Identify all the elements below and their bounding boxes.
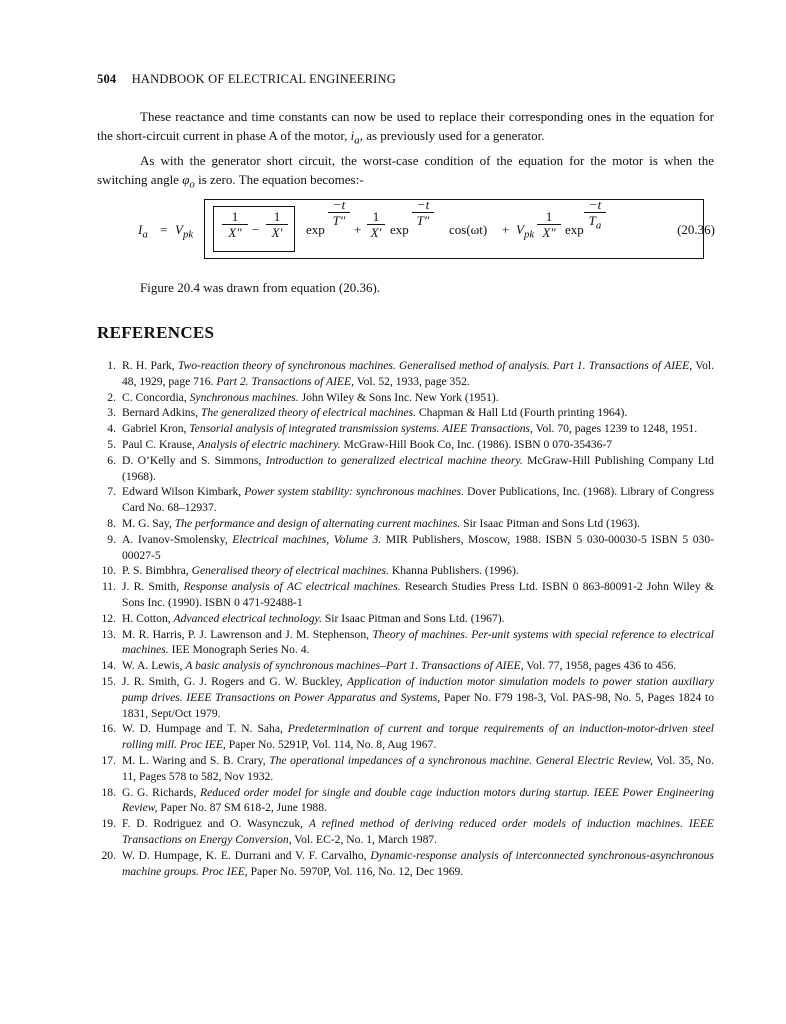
exp-3: exp	[565, 222, 584, 237]
reference-title: Tensorial analysis of integrated transmission systems. AIEE Transactions,	[189, 422, 533, 436]
reference-item	[97, 816, 714, 848]
reference-title: Theory of machines. Per-unit systems with special reference to electrical machines.	[122, 627, 714, 657]
reference-details: Paper No. 5291P, Vol. 114, No. 8, Aug 1967.	[225, 738, 437, 752]
reference-authors: J. R. Smith, G. J. Rogers and G. W. Buckley,	[122, 674, 348, 688]
reference-item	[97, 627, 714, 659]
reference-item	[97, 579, 714, 611]
current-subscript: a	[354, 134, 360, 147]
reference-details: MIR Publishers, Moscow, 1988. ISBN 5 030-00030-5 ISBN 5 030-00027-5	[122, 532, 715, 562]
reference-item	[97, 785, 714, 817]
reference-item	[97, 421, 714, 437]
reference-authors: Gabriel Kron,	[122, 422, 190, 436]
running-header	[97, 72, 396, 87]
reference-number: 4.	[107, 422, 116, 436]
reference-number: 14.	[101, 659, 116, 673]
exponent-2: $\frac{-t}{T''}$	[412, 197, 434, 228]
paragraph-1	[97, 107, 714, 151]
reference-number: 15.	[101, 674, 116, 688]
reference-number: 11.	[101, 580, 116, 594]
reference-details: John Wiley & Sons Inc. New York (1951).	[298, 390, 499, 404]
frac-1-over-xp: $\frac{1}{X'}$	[266, 209, 288, 240]
reference-number: 5.	[107, 437, 116, 451]
reference-title: A basic analysis of synchronous machines–Part 1. Transactions of AIEE,	[185, 659, 524, 673]
reference-title: The performance and design of alternating current machines.	[174, 516, 461, 530]
reference-authors: Bernard Adkins,	[122, 406, 201, 420]
reference-number: 12.	[101, 611, 116, 625]
reference-details: Vol. EC-2, No. 1, March 1987.	[291, 832, 438, 846]
reference-number: 19.	[101, 817, 116, 831]
reference-details-2: Vol. 52, 1933, page 352.	[354, 374, 470, 388]
reference-number: 10.	[101, 564, 116, 578]
paragraph-2-text-a: As with the generator short circuit, the worst-case condition of the equation for the motor is when the switching angle	[97, 153, 714, 187]
reference-details: IEE Monograph Series No. 4.	[168, 643, 310, 657]
frac-1-over-xpp: $\frac{1}{X''}$	[222, 209, 248, 240]
reference-item	[97, 484, 714, 516]
eq-plus-1: +	[354, 222, 362, 237]
reference-number: 17.	[101, 753, 116, 767]
reference-details: Research Studies Press Ltd. ISBN 0 863-80091-2 John Wiley & Sons Inc. (1990). ISBN 0 471-92488-1	[122, 580, 715, 609]
exponent-1: $\frac{-t}{T''}$	[328, 197, 350, 228]
eq-vpk-2: $V_{pk}$	[516, 222, 535, 241]
reference-details: Vol. 48, 1929, page 716.	[122, 359, 714, 388]
reference-details: Vol. 70, pages 1239 to 1248, 1951.	[532, 422, 698, 436]
reference-number: 20.	[101, 848, 116, 862]
paragraph-2-text-b: is zero. The equation becomes:-	[194, 172, 364, 187]
reference-authors: Edward Wilson Kimbark,	[122, 485, 245, 499]
reference-authors: H. Cotton,	[122, 611, 174, 625]
reference-title: Predetermination of current and torque requirements of an induction-motor-driven steel rolling mill. Proc IEE,	[122, 722, 714, 752]
reference-title: Generalised theory of electrical machines.	[191, 564, 389, 578]
reference-title: Synchronous machines.	[189, 390, 299, 404]
reference-authors: Paul C. Krause,	[122, 437, 198, 451]
reference-title: Electrical machines, Volume 3.	[232, 532, 382, 546]
reference-number: 3.	[107, 406, 116, 420]
frac-1-over-xpp-2: $\frac{1}{X''}$	[537, 209, 561, 240]
references-heading: REFERENCES	[97, 323, 215, 342]
reference-details: Sir Isaac Pitman and Sons Ltd (1963).	[460, 516, 640, 530]
paragraph-2	[97, 151, 714, 195]
reference-authors: A. Ivanov-Smolensky,	[122, 532, 233, 546]
reference-number: 1.	[107, 359, 116, 372]
exp-1: exp	[306, 222, 325, 237]
frac-1-over-xp-2: $\frac{1}{X'}$	[367, 209, 385, 240]
reference-item	[97, 753, 714, 785]
reference-title: Analysis of electric machinery.	[197, 437, 341, 451]
eq-minus: −	[252, 222, 260, 237]
angle-variable: φ	[182, 172, 190, 187]
reference-title: Power system stability: synchronous machines.	[244, 485, 464, 499]
reference-item	[97, 390, 714, 406]
reference-authors: M. L. Waring and S. B. Crary,	[122, 753, 270, 767]
reference-title: The generalized theory of electrical machines.	[200, 406, 416, 420]
reference-details: Vol. 35, No. 11, Pages 578 to 582, Nov 1932.	[122, 753, 714, 783]
reference-item	[97, 516, 714, 532]
reference-item	[97, 532, 714, 564]
reference-authors: J. R. Smith,	[122, 580, 184, 594]
cos-term: cos(ωt)	[449, 222, 488, 237]
reference-authors: W. D. Humpage, K. E. Durrani and V. F. Carvalho,	[122, 848, 371, 862]
reference-item	[97, 437, 714, 453]
paragraph-1-text-a: These reactance and time constants can now be used to replace their corresponding ones in the equation for the short-circuit current in phase A of the motor,	[97, 109, 714, 143]
reference-details: Dover Publications, Inc. (1968). Library of Congress Card No. 68–12937.	[122, 485, 714, 515]
reference-details: McGraw-Hill Book Co, Inc. (1986). ISBN 0 070-35436-7	[340, 437, 613, 451]
exponent-3: $\frac{-t}{T_a}$	[584, 197, 606, 234]
reference-details: Paper No. F79 198-3, Vol. PAS-98, No. 5, Pages 1824 to 1831, Sept/Oct 1979.	[122, 690, 714, 720]
paragraph-1-text-b: , as previously used for a generator.	[359, 128, 545, 143]
reference-authors: W. D. Humpage and T. N. Saha,	[122, 722, 288, 736]
reference-authors: C. Concordia,	[122, 390, 190, 404]
reference-item	[97, 358, 714, 390]
reference-number: 9.	[107, 532, 116, 546]
reference-title: Introduction to generalized electrical machine theory.	[265, 453, 523, 467]
reference-authors: F. D. Rodriguez and O. Wasynczuk,	[122, 817, 309, 831]
reference-number: 13.	[101, 627, 116, 641]
reference-details: Khanna Publishers. (1996).	[388, 564, 519, 578]
current-variable: i	[350, 128, 355, 143]
reference-title: Advanced electrical technology.	[173, 611, 322, 625]
reference-item	[97, 405, 714, 421]
figure-note: Figure 20.4 was drawn from equation (20.36).	[140, 280, 381, 295]
eq-equals: =	[160, 222, 168, 237]
reference-title: Application of induction motor simulation models to power station auxiliary pump drives. IEEE Transactions on Power Apparatus and Systems,	[122, 674, 715, 704]
reference-number: 18.	[101, 785, 116, 799]
exp-2: exp	[390, 222, 409, 237]
eq-plus-2: +	[502, 222, 510, 237]
reference-authors: M. G. Say,	[122, 516, 175, 530]
reference-details: Paper No. 5970P, Vol. 116, No. 12, Dec 1969.	[247, 864, 464, 878]
reference-number: 8.	[107, 516, 116, 530]
reference-item	[97, 721, 714, 753]
equation-20-36	[138, 195, 715, 261]
reference-authors: G. G. Richards,	[122, 785, 201, 799]
reference-title: Reduced order model for single and double cage induction motors during startup. IEEE Power Engineering Review,	[122, 785, 714, 815]
reference-authors: M. R. Harris, P. J. Lawrenson and J. M. Stephenson,	[122, 627, 373, 641]
eq-lhs: $I_a$	[138, 222, 148, 241]
reference-details: McGraw-Hill Publishing Company Ltd (1968).	[122, 453, 714, 483]
reference-number: 2.	[107, 390, 116, 404]
reference-authors: W. A. Lewis,	[122, 659, 186, 673]
reference-authors: R. H. Park,	[122, 359, 178, 372]
reference-details: Chapman & Hall Ltd (Fourth printing 1964).	[415, 406, 628, 420]
reference-authors: P. S. Bimbhra,	[122, 564, 192, 578]
reference-number: 6.	[107, 453, 116, 467]
reference-item	[97, 453, 714, 485]
reference-list	[97, 358, 714, 879]
reference-title: A refined method of deriving reduced order models of induction machines. IEEE Transactions on Energy Conversion,	[122, 817, 714, 846]
reference-authors: D. O’Kelly and S. Simmons,	[122, 453, 266, 467]
equation-number: (20.36)	[677, 222, 715, 237]
reference-title: Response analysis of AC electrical machines.	[183, 580, 401, 594]
reference-title: The operational impedances of a synchronous machine. General Electric Review,	[269, 753, 654, 767]
reference-item	[97, 848, 714, 880]
reference-title: Dynamic-response analysis of interconnected synchronous-asynchronous machine groups. Proc IEE,	[122, 848, 714, 878]
reference-item	[97, 563, 714, 579]
page-number: 504	[97, 72, 117, 86]
reference-item	[97, 611, 714, 627]
reference-number: 16.	[101, 722, 116, 736]
reference-title-2: Part 2. Transactions of AIEE,	[216, 374, 354, 388]
book-title: HANDBOOK OF ELECTRICAL ENGINEERING	[131, 72, 396, 86]
reference-number: 7.	[107, 485, 116, 499]
reference-title: Two-reaction theory of synchronous machines. Generalised method of analysis. Part 1. Transactions of AIEE,	[177, 359, 693, 372]
reference-details: Vol. 77, 1958, pages 436 to 456.	[523, 659, 677, 673]
reference-item	[97, 658, 714, 674]
reference-details: Paper No. 87 SM 618-2, June 1988.	[157, 801, 327, 815]
reference-item	[97, 674, 714, 721]
eq-vpk: $V_{pk}$	[175, 222, 194, 241]
reference-details: Sir Isaac Pitman and Sons Ltd. (1967).	[321, 611, 505, 625]
angle-subscript: o	[189, 178, 195, 191]
